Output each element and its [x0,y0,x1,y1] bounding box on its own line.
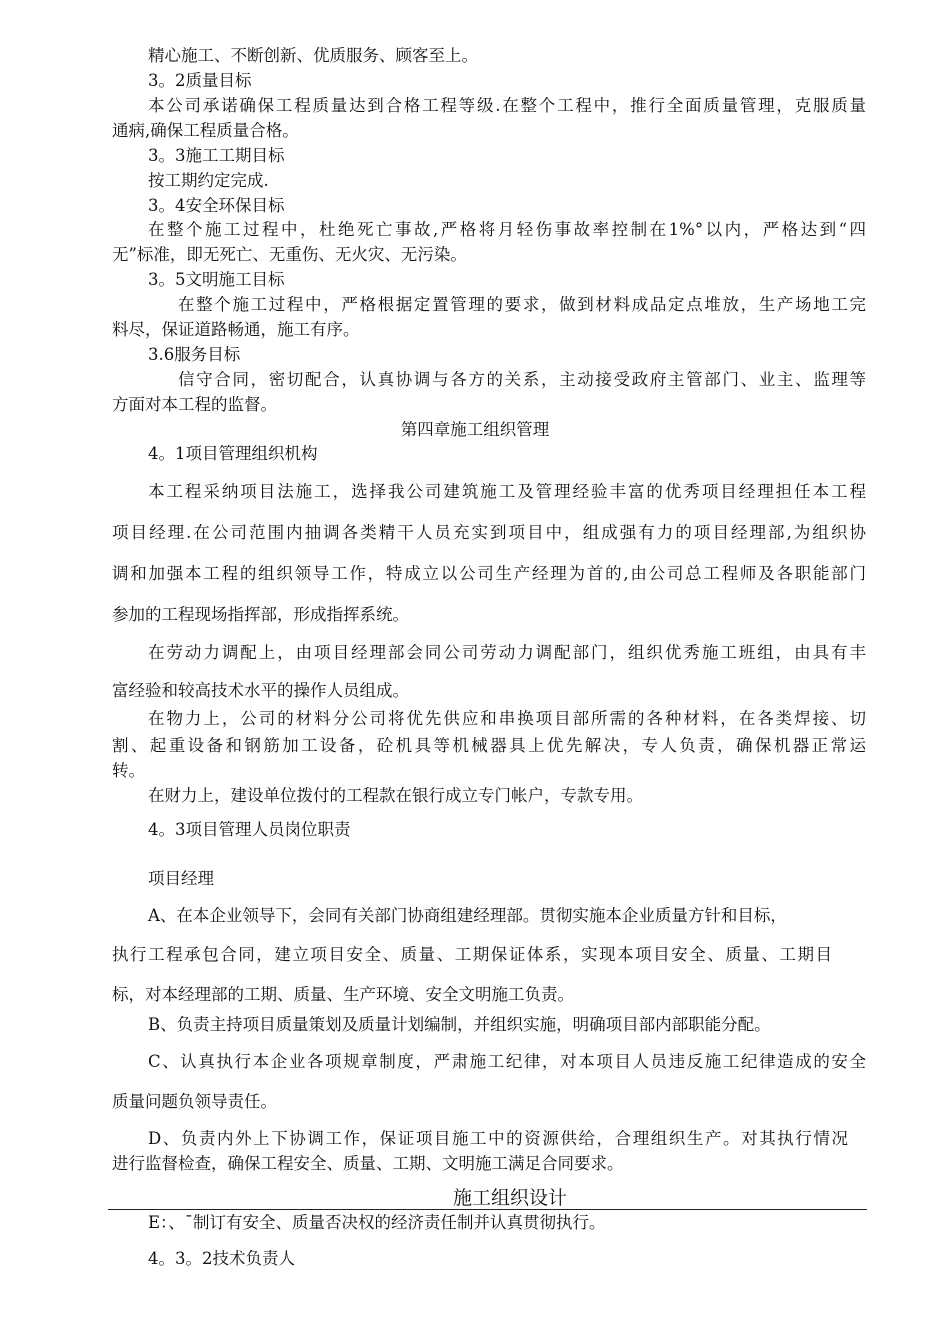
text-line: C、认真执行本企业各项规章制度，严肃施工纪律，对本项目人员违反施工纪律造成的安全 [148,1052,866,1071]
chapter-heading: 第四章施工组织管理 [400,420,550,439]
text-line: 料尽，保证道路畅通，施工有序。 [112,320,360,339]
section-heading: 4。3项目管理人员岗位职责 [148,820,351,839]
text-line: 按工期约定完成. [148,171,269,190]
text-line: 参加的工程现场指挥部，形成指挥系统。 [112,605,409,624]
role-heading: 项目经理 [148,869,214,888]
text-line: 质量问题负领导责任。 [112,1092,277,1111]
text-line: 富经验和较高技术水平的操作人员组成。 [112,681,409,700]
text-line: A、在本企业领导下，会同有关部门协商组建经理部。贯彻实施本企业质量方针和目标， [148,906,787,925]
section-heading: 4。3。2技术负责人 [148,1249,295,1268]
text-line: 方面对本工程的监督。 [112,395,277,414]
text-line: 标，对本经理部的工期、质量、生产环境、安全文明施工负责。 [112,985,574,1004]
text-line: 本公司承诺确保工程质量达到合格工程等级.在整个工程中，推行全面质量管理，克服质量 [148,96,866,115]
text-line: 转。 [112,761,145,780]
text-line: 通病,确保工程质量合格。 [112,121,299,140]
text-line: 调和加强本工程的组织领导工作，特成立以公司生产经理为首的,由公司总工程师及各职能部门 [112,564,866,583]
section-heading: 3.6服务目标 [148,345,241,364]
text-line: 在劳动力调配上，由项目经理部会同公司劳动力调配部门，组织优秀施工班组，由具有丰 [148,643,866,662]
section-heading: 3。2质量目标 [148,71,252,90]
section-heading: 3。4安全环保目标 [148,196,285,215]
header-rule [108,1209,867,1210]
text-line: 信守合同，密切配合，认真协调与各方的关系，主动接受政府主管部门、业主、监理等 [178,370,866,389]
section-heading: 3。3施工工期目标 [148,146,285,165]
text-line: 进行监督检查，确保工程安全、质量、工期、文明施工满足合同要求。 [112,1154,624,1173]
text-line: 执行工程承包合同，建立项目安全、质量、工期保证体系，实现本项目安全、质量、工期目 [112,945,832,964]
running-title: 施工组织设计 [452,1187,567,1209]
text-line: 无”标准，即无死亡、无重伤、无火灾、无污染。 [112,245,467,264]
text-line: B、负责主持项目质量策划及质量计划编制，并组织实施，明确项目部内部职能分配。 [148,1015,771,1034]
text-line: 精心施工、不断创新、优质服务、顾客至上。 [148,46,478,65]
text-line: E：、ˉ制订有安全、质量否决权的经济责任制并认真贯彻执行。 [148,1213,606,1232]
section-heading: 4。1项目管理组织机构 [148,444,318,463]
text-line: 割、起重设备和钢筋加工设备，砼机具等机械器具上优先解决，专人负责，确保机器正常运 [112,736,866,755]
text-line: 在整个施工过程中，杜绝死亡事故,严格将月轻伤事故率控制在1%°以内，严格达到“四 [148,220,866,239]
section-heading: 3。5文明施工目标 [148,270,285,289]
text-line: 在物力上，公司的材料分公司将优先供应和串换项目部所需的各种材料，在各类焊接、切 [148,709,866,728]
text-line: 项目经理.在公司范围内抽调各类精干人员充实到项目中，组成强有力的项目经理部,为组织协 [112,523,866,542]
text-line: 在财力上，建设单位拨付的工程款在银行成立专门帐户，专款专用。 [148,786,643,805]
text-line: D、负责内外上下协调工作，保证项目施工中的资源供给，合理组织生产。对其执行情况 [148,1129,848,1148]
text-line: 在整个施工过程中，严格根据定置管理的要求，做到材料成品定点堆放，生产场地工完 [178,295,866,314]
text-line: 本工程采纳项目法施工，选择我公司建筑施工及管理经验丰富的优秀项目经理担任本工程 [148,482,866,501]
